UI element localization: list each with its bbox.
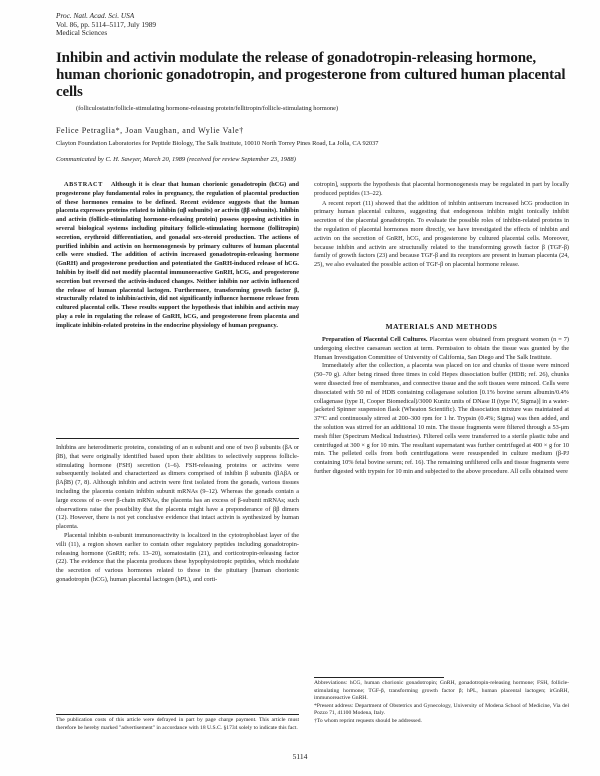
body-paragraph: Placental inhibin α-subunit immunoreactivity is localized in the cytotrophoblast layer of the villi (11), a region shown earlier to contain other regulatory peptides including gonadotropin-releasing hormone (GnRH; refs. 13–20), somatostatin (21), and corticotropin-releasing factor (22). The evidence that the placenta produces these hypophysiotropic peptides, which modulate the secretion of various hormones related to those in the pituitary [human chorionic gonadotropin (hCG), human placental lactogen (hPL), and corti- [56, 531, 299, 583]
methods-paragraph [314, 336, 569, 362]
journal-volume: Vol. 86, pp. 5114–5117, July 1989 [56, 19, 157, 29]
keywords: (folliculostatin/follicle-stimulating hormone-releasing protein/fellitropin/follicle-stimulating hormone) [76, 105, 339, 112]
abstract-divider [56, 438, 299, 439]
footnote-divider-left [56, 714, 299, 715]
publication-cost-text: The publication costs of this article were defrayed in part by page charge payment. This article must therefore be hereby marked "advertisement" in accordance with 18 U.S.C. §1734 solely to indicate this fact. [56, 717, 299, 731]
body-paragraph-wrapper [314, 200, 569, 270]
body-paragraph: A recent report (11) showed that the addition of inhibin antiserum increased hCG production in primary human placental cultures, suggesting that endogenous inhibin might tonically inhibit secretion of the placental gonadotropin. To evaluate the possible roles of inhibin-related proteins in the regulation of placental hormones more directly, we have investigated the effects of inhibin and activin on the secretion of GnRH, hCG, and progesterone by cultured placental cells. Moreover, because inhibin and activin are structurally related to the transforming growth factor β (TGF-β) family of growth factors (23) and because TGF-β and its receptors are present in human placenta (24, 25), we also evaluated the possible action of TGF-β on placental hormone release. [314, 199, 569, 269]
methods-body [314, 336, 569, 477]
body-paragraph: cotropin], supports the hypothesis that placental hormonogenesis may be regulated in part by locally produced peptides (13–22). [314, 181, 569, 197]
abstract-text: Although it is clear that human chorionic gonadotropin (hCG) and progesterone play fundamental roles in pregnancy, the regulation of placental production of these hormones remains to be defined. Recent evidence suggests that the human placenta expresses proteins related to inhibin (αβ subunits) or activin (ββ subunits). Inhibin and activin (follicle-stimulating hormone-releasing protein) possess opposing activities in several biological systems including pituitary follicle-stimulating hormone (follitropin) secretion, erythroid differentiation, and gonadal sex-steroid production. The actions of purified inhibin and activin on hormonogenesis by primary cultures of human placental cells were studied. The addition of activin increased gonadotropin-releasing hormone (GnRH) and progesterone production and potentiated the GnRH-induced release of hCG. Inhibin by itself did not modify placental immunoreactive GnRH, hCG, and progesterone secretion but reversed the activin-induced changes. Neither inhibin nor activin influenced the release of human placental lactogen. Furthermore, transforming growth factor β, structurally related to inhibin/activin, did not significantly influence hormone release from cultured placental cells. These results support the hypothesis that inhibin and activin may play a role in regulating the release of GnRH, hCG, and progesterone from placenta and implicate inhibin-related proteins in the endocrine physiology of human pregnancy. [56, 181, 300, 329]
methods-text: Placentas were obtained from pregnant women (n = 7) undergoing elective caesarean section at term. Permission to obtain the tissue was granted by the Human Investigation Committee of University of California, San Diego and The Salk Institute. [314, 336, 570, 361]
footnote-divider-right [314, 677, 444, 678]
journal-section: Medical Sciences [56, 28, 108, 38]
affiliation: Clayton Foundation Laboratories for Peptide Biology, The Salk Institute, 10010 North Torrey Pines Road, La Jolla, CA 92037 [56, 140, 379, 147]
methods-text: Immediately after the collection, a placenta was placed on ice and chunks of tissue were minced (50–70 g). After being rinsed three times in cold Hepes dissociation buffer (HDB; ref. 26), chunks were dissected free of membranes, and connective tissue and the soft tissues were minced. Cells were dissociated with 50 ml of HDB containing collagenase solution [0.1% bovine serum albumin/0.4% collagenase (type II, Cooper Biomedical)/3000 Kunitz units of DNase II (type IV, Sigma)] in a water-jacketed Spinner suspension flask (Wheaton Scientific). The dissociation mixture was maintained at 37°C and continuously stirred at 200–300 rpm for 1 hr. Trypsin (0.4%; Sigma) was then added, and the solution was stirred for an additional 10 min. The tissue fragments were filtered through a 53-μm mesh filter (Spectrum Medical Industries). Filtered cells were transferred to a sterile plastic tube and centrifuged at 300 × g for 10 min. The resultant supernatant was further centrifuged at 400 × g for 10 min. The pelleted cells from both centrifugations were resuspended in culture medium (β-PJ containing 10% fetal bovine serum; ref. 16). The remaining unfiltered cells and tissue fragments were further digested with trypsin for 10 min and subjected to the above procedure. All cells obtained were [314, 362, 569, 475]
authors: Felice Petraglia*, Joan Vaughan, and Wylie Vale† [56, 126, 244, 135]
right-intro [314, 181, 569, 270]
journal-name: Proc. Natl. Acad. Sci. USA [56, 11, 135, 20]
communicated-by: Communicated by C. H. Sawyer, March 20, 1989 (received for review September 23, 1988) [56, 156, 296, 163]
footnote-abbreviations: Abbreviations: hCG, human chorionic gonadotropin; GnRH, gonadotropin-releasing hormone; FSH, follicle-stimulating hormone; TGF-β, transforming growth factor β; hPL, human placental lactogen; irGnRH, immunoreactive GnRH. [314, 680, 569, 701]
abstract-heading: ABSTRACT [64, 181, 103, 188]
subsection-heading: Preparation of Placental Cell Cultures. [322, 336, 428, 343]
body-paragraph-wrapper [56, 532, 299, 585]
footnotes [314, 680, 569, 725]
body-paragraph: Inhibins are heterodimeric proteins, consisting of an α subunit and one of two β subunits (βA or βB), that were originally identified based upon their abilities to selectively suppress follicle-stimulating hormone (FSH) secretion (1–6). FSH-releasing proteins or activins were subsequently isolated and characterized as dimers comprised of inhibin β subunits (βAβA or βAβB) (7, 8). Although inhibin and activin were first isolated from the gonads, various tissues including the placenta contain inhibin subunit mRNAs (9–12). Whereas the gonads contain a large excess of α- over β-chain mRNAs, the placenta has an excess of β-subunit mRNAs; such observations raise the possibility that the placenta might have a preponderance of ββ dimers (12). However, there is not yet conclusive evidence that intact activin is synthesized by human placenta. [56, 444, 299, 531]
publication-cost-note [56, 717, 299, 732]
abstract [56, 181, 299, 331]
footnote-present-address: *Present address: Department of Obstetrics and Gynecology, University of Modena School of Medicine, Via del Pozzo 71, 41100 Modena, Italy. [314, 702, 569, 716]
page-number: 5114 [292, 752, 308, 761]
journal-header [56, 12, 156, 38]
section-heading-methods: MATERIALS AND METHODS [385, 322, 498, 331]
article-title: Inhibin and activin modulate the release of gonadotropin-releasing hormone, human chorionic gonadotropin, and progesterone from cultured human placental cells [56, 50, 566, 100]
methods-paragraph [314, 362, 569, 476]
footnote-reprints: †To whom reprint requests should be addressed. [314, 717, 422, 724]
left-body [56, 444, 299, 585]
